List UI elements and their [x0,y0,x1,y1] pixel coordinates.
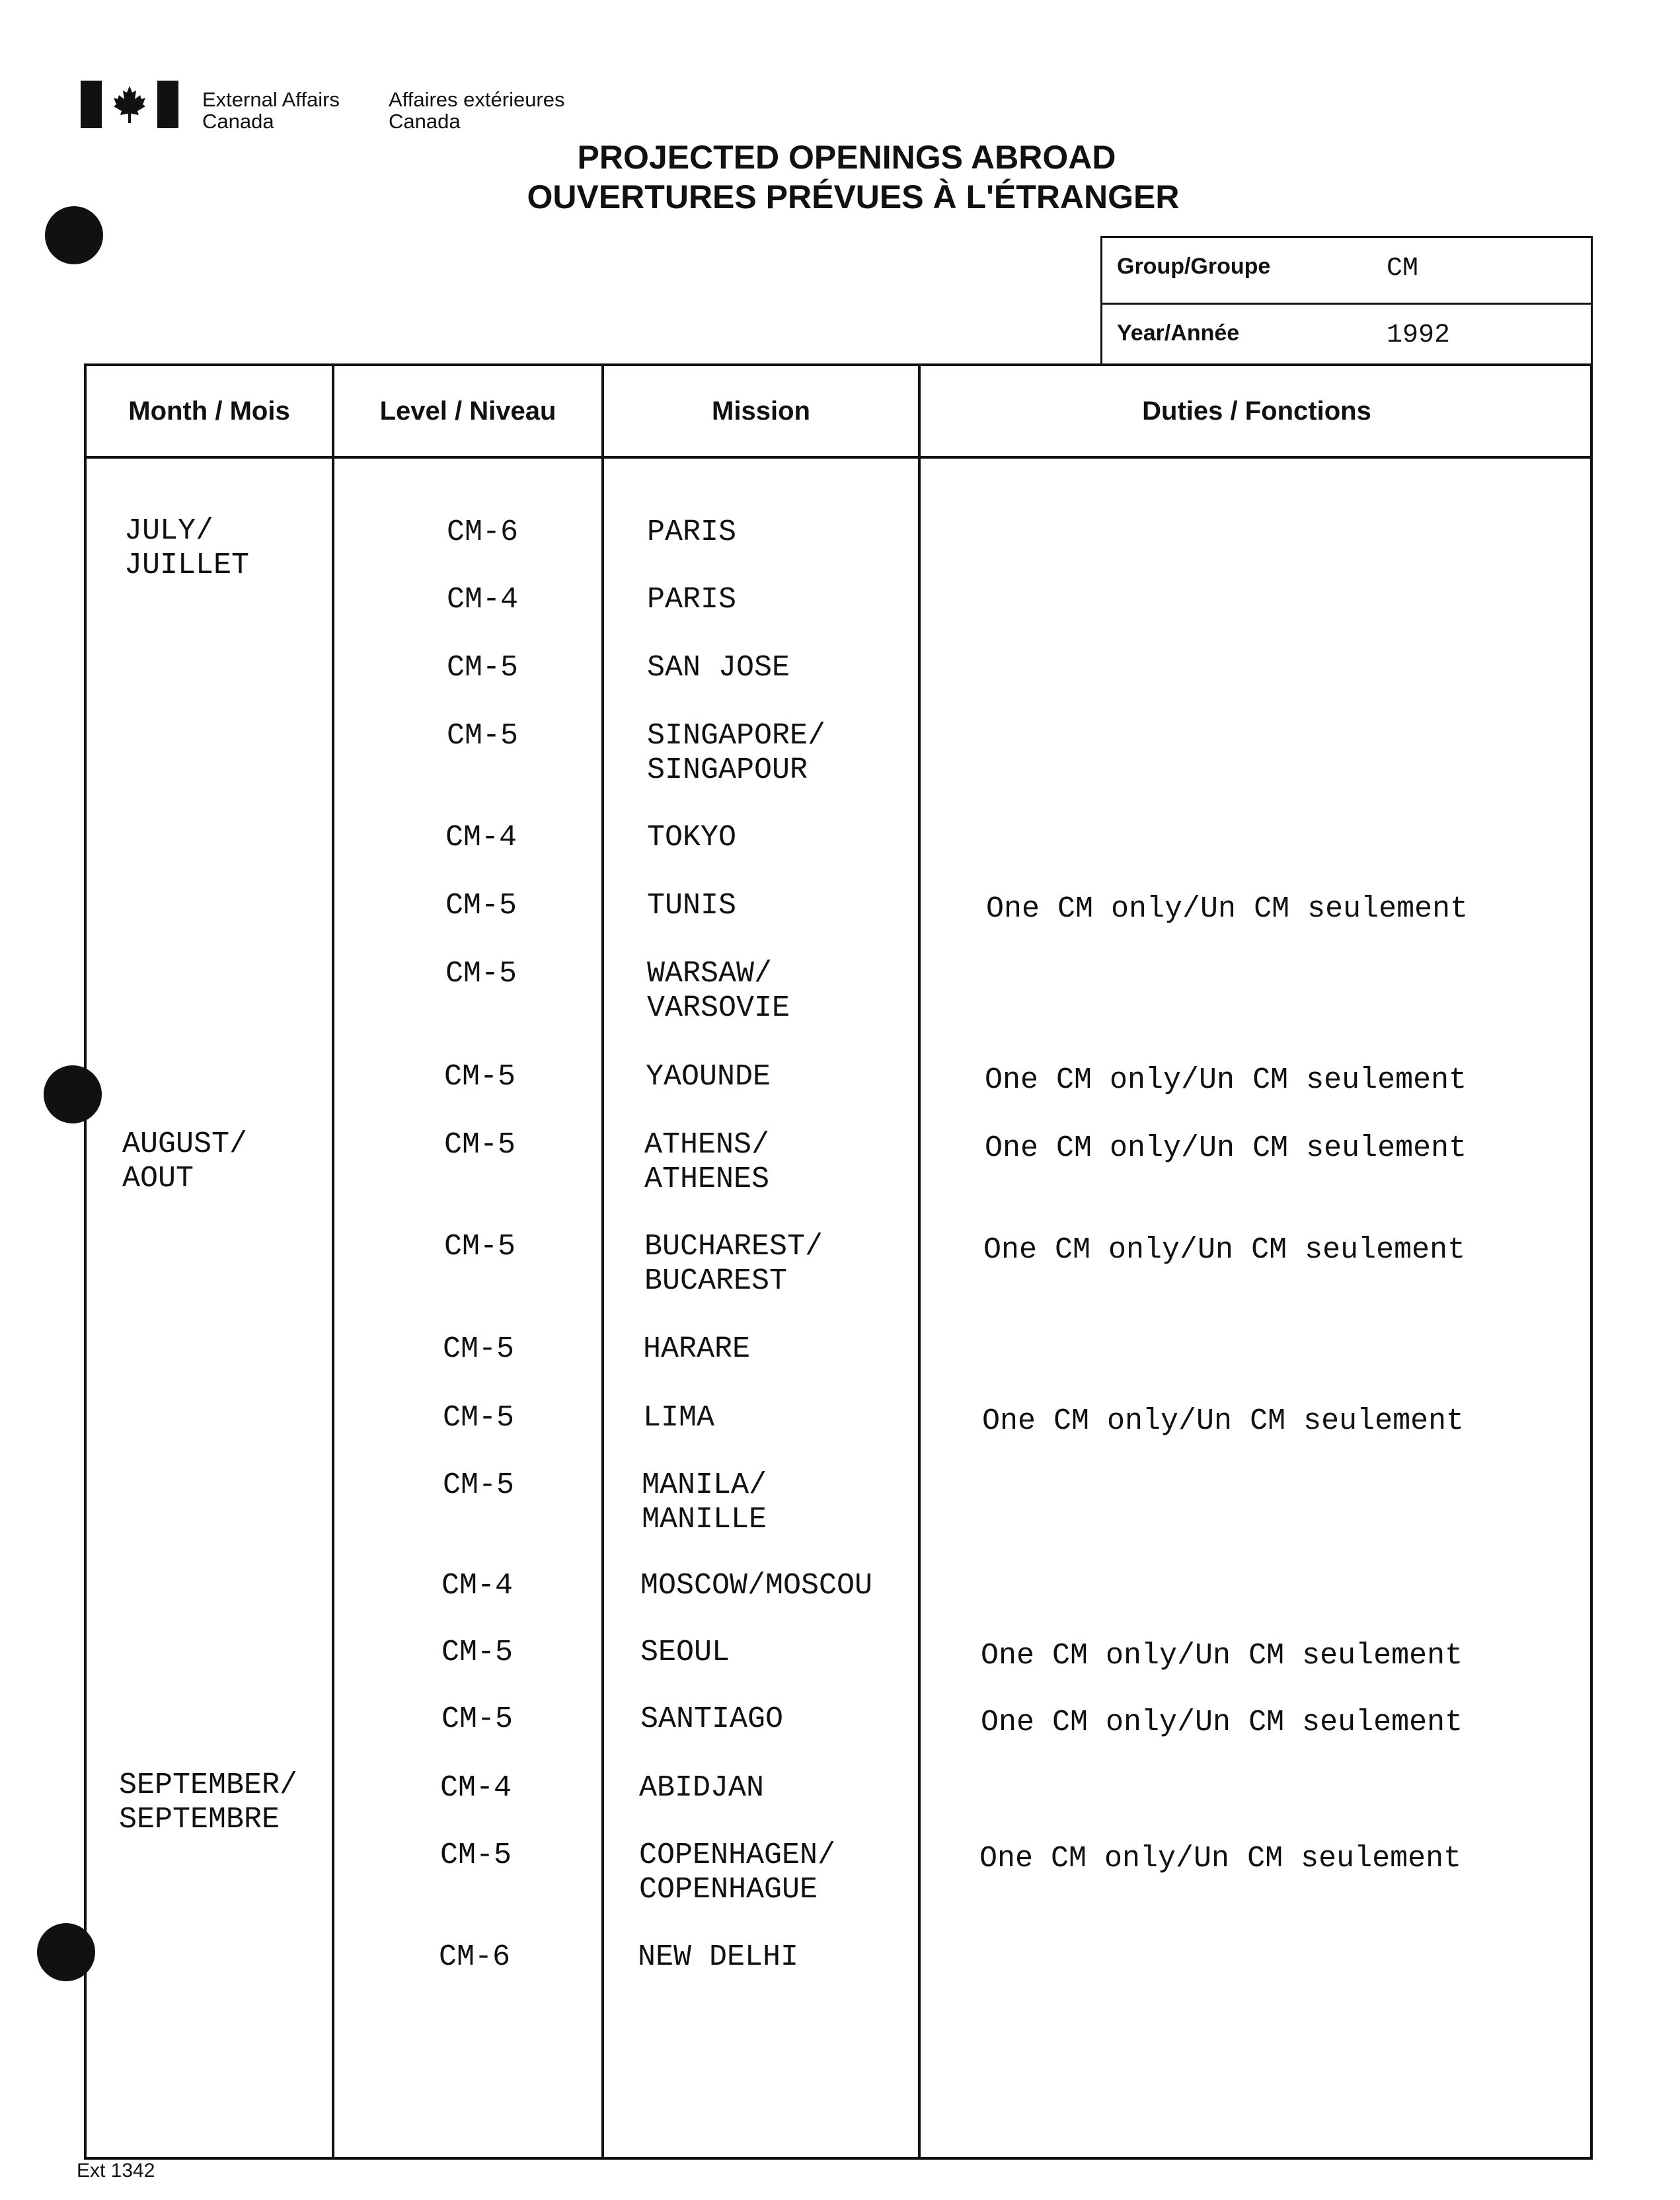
level-cell: CM-5 [445,957,517,991]
duties-cell: One CM only/Un CM seulement [985,1131,1467,1165]
group-label: Group/Groupe [1117,254,1271,279]
column-divider [332,366,334,2157]
dept-name-fr [389,89,565,132]
duties-cell: One CM only/Un CM seulement [985,1063,1467,1097]
column-header-level: Level / Niveau [379,397,556,426]
dept-en-line1: External Affairs [202,88,340,111]
maple-leaf-icon [112,85,147,124]
dept-name-en [202,89,340,132]
group-value: CM [1387,254,1419,284]
level-cell: CM-5 [443,1468,515,1502]
duties-cell: One CM only/Un CM seulement [986,892,1469,926]
mission-cell: WARSAW/ VARSOVIE [647,957,790,1025]
duties-cell: One CM only/Un CM seulement [981,1639,1463,1673]
group-year-box [1100,236,1593,365]
form-number: Ext 1342 [77,2160,155,2181]
level-cell: CM-5 [444,1128,516,1162]
month-label: JULY/ JUILLET [124,514,250,582]
level-cell: CM-5 [443,1401,515,1435]
level-cell: CM-5 [441,1636,514,1669]
column-header-duties: Duties / Fonctions [1142,397,1371,426]
level-cell: CM-5 [440,1839,512,1872]
dept-fr-line2: Canada [389,110,461,133]
year-row [1102,303,1591,369]
month-label: AUGUST/ AOUT [122,1127,248,1195]
mission-cell: SINGAPORE/ SINGAPOUR [647,719,826,787]
mission-cell: BUCHAREST/ BUCAREST [644,1230,823,1298]
canada-flag-logo [81,81,178,128]
dept-en-line2: Canada [202,110,274,133]
month-label: SEPTEMBER/ SEPTEMBRE [119,1768,298,1837]
mission-cell: MANILA/ MANILLE [642,1468,767,1536]
mission-cell: ATHENS/ ATHENES [644,1128,770,1196]
group-row [1102,238,1591,303]
header-divider [87,456,1590,459]
column-divider [918,366,921,2157]
level-cell: CM-4 [440,1771,512,1805]
level-cell: CM-5 [444,1230,516,1264]
duties-cell: One CM only/Un CM seulement [981,1706,1463,1739]
level-cell: CM-4 [441,1569,514,1603]
column-header-mission: Mission [712,397,810,426]
mission-cell: PARIS [647,583,737,617]
duties-cell: One CM only/Un CM seulement [982,1404,1465,1438]
level-cell: CM-5 [443,1332,515,1366]
mission-cell: COPENHAGEN/ COPENHAGUE [639,1839,836,1907]
duties-cell: One CM only/Un CM seulement [979,1842,1462,1876]
level-cell: CM-4 [447,583,519,617]
level-cell: CM-5 [441,1702,514,1736]
mission-cell: TOKYO [647,821,737,854]
level-cell: CM-5 [447,651,519,685]
year-value: 1992 [1387,321,1451,350]
mission-cell: MOSCOW/MOSCOU [640,1569,873,1603]
mission-cell: YAOUNDE [646,1060,771,1094]
mission-cell: ABIDJAN [639,1771,765,1805]
mission-cell: HARARE [643,1332,751,1366]
mission-cell: LIMA [643,1401,715,1435]
level-cell: CM-5 [447,719,519,753]
page-title-fr: OUVERTURES PRÉVUES À L'ÉTRANGER [527,178,1180,215]
level-cell: CM-5 [444,1060,516,1094]
mission-cell: NEW DELHI [638,1940,799,1974]
level-cell: CM-5 [445,889,517,923]
page-title-en: PROJECTED OPENINGS ABROAD [577,139,1116,176]
mission-cell: SEOUL [640,1636,730,1669]
level-cell: CM-6 [439,1940,511,1974]
level-cell: CM-6 [447,515,519,549]
duties-cell: One CM only/Un CM seulement [983,1233,1466,1267]
dept-fr-line1: Affaires extérieures [389,88,565,111]
column-header-month: Month / Mois [128,397,290,426]
column-divider [601,366,604,2157]
mission-cell: PARIS [647,515,737,549]
level-cell: CM-4 [445,821,517,854]
mission-cell: SAN JOSE [647,651,790,685]
year-label: Year/Année [1117,321,1240,346]
mission-cell: SANTIAGO [640,1702,784,1736]
mission-cell: TUNIS [647,889,737,923]
